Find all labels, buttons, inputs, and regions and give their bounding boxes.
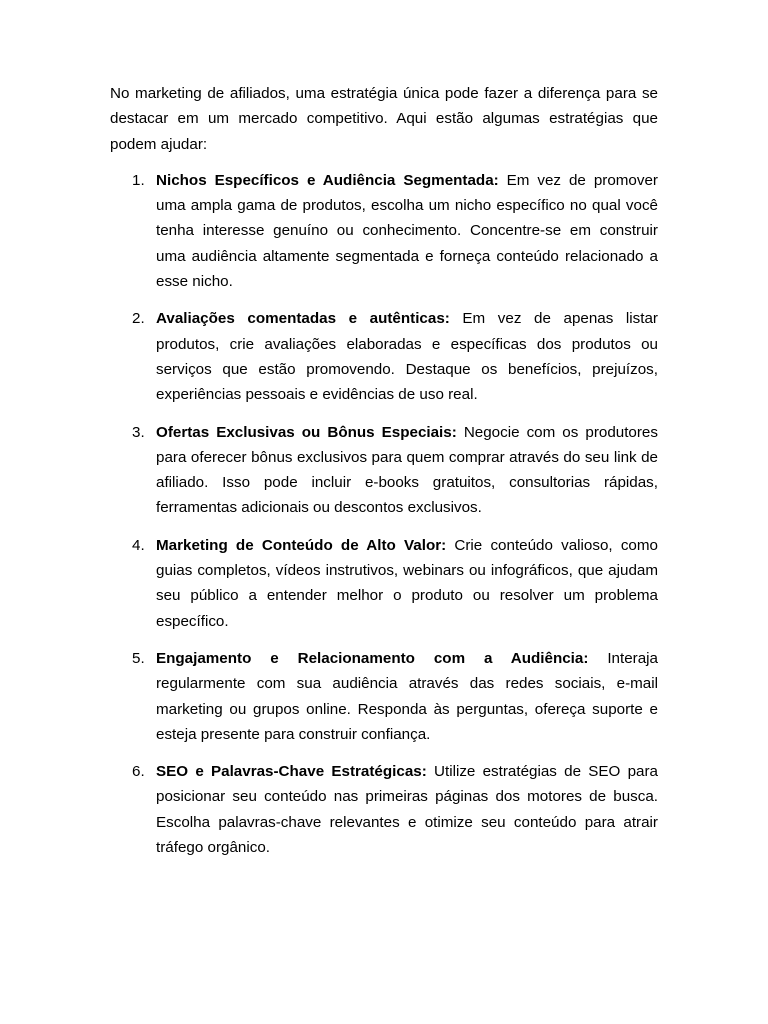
list-item-number: 4.	[132, 536, 145, 554]
document-page	[110, 81, 658, 872]
list-item-text: Utilize estratégias de SEO para posicionar seu conteúdo nas primeiras páginas dos motores de busca. Escolha palavras-chave relevantes e otimize seu conteúdo para atrair tráfego orgânico.	[156, 763, 658, 857]
list-item	[110, 168, 658, 294]
list-item-title: Nichos Específicos e Audiência Segmentada:	[156, 171, 507, 189]
list-item-title: Marketing de Conteúdo de Alto Valor:	[156, 536, 455, 554]
list-item-number: 3.	[132, 423, 145, 441]
list-item-number: 1.	[132, 171, 145, 189]
list-item-text: Em vez de promover uma ampla gama de produtos, escolha um nicho específico no qual você tenha interesse genuíno ou conhecimento. Concentre-se em construir uma audiência altamente segmentada e forneça conteúdo relacionado a esse nicho.	[156, 171, 658, 291]
list-item	[110, 759, 658, 860]
list-item-number: 5.	[132, 649, 145, 667]
list-item-title: SEO e Palavras-Chave Estratégicas:	[156, 763, 435, 781]
list-item-title: Ofertas Exclusivas ou Bônus Especiais:	[156, 423, 464, 441]
list-item	[110, 533, 658, 634]
list-item-number: 2.	[132, 310, 145, 328]
strategy-list	[110, 168, 658, 860]
list-item-title: Engajamento e Relacionamento com a Audiência:	[156, 649, 608, 667]
list-item-text: Crie conteúdo valioso, como guias completos, vídeos instrutivos, webinars ou infográficos, que ajudam seu público a entender melhor o produto ou resolver um problema específico.	[156, 536, 658, 630]
list-item-text: Negocie com os produtores para oferecer bônus exclusivos para quem comprar através do seu link de afiliado. Isso pode incluir e-books gratuitos, consultorias rápidas, ferramentas adicionais ou descontos exclusivos.	[156, 423, 658, 517]
list-item	[110, 306, 658, 407]
list-item-title: Avaliações comentadas e autênticas:	[156, 310, 463, 328]
list-item	[110, 420, 658, 521]
list-item-number: 6.	[132, 763, 145, 781]
list-item-text: Interaja regularmente com sua audiência através das redes sociais, e-mail marketing ou grupos online. Responda às perguntas, ofereça suporte e esteja presente para construir confiança.	[156, 649, 658, 743]
list-item	[110, 646, 658, 747]
list-item-text: Em vez de apenas listar produtos, crie avaliações elaboradas e específicas dos produtos ou serviços que estão promovendo. Destaque os benefícios, prejuízos, experiências pessoais e evidências de uso real.	[156, 310, 658, 404]
intro-paragraph: No marketing de afiliados, uma estratégia única pode fazer a diferença para se destacar em um mercado competitivo. Aqui estão algumas estratégias que podem ajudar:	[110, 85, 658, 153]
